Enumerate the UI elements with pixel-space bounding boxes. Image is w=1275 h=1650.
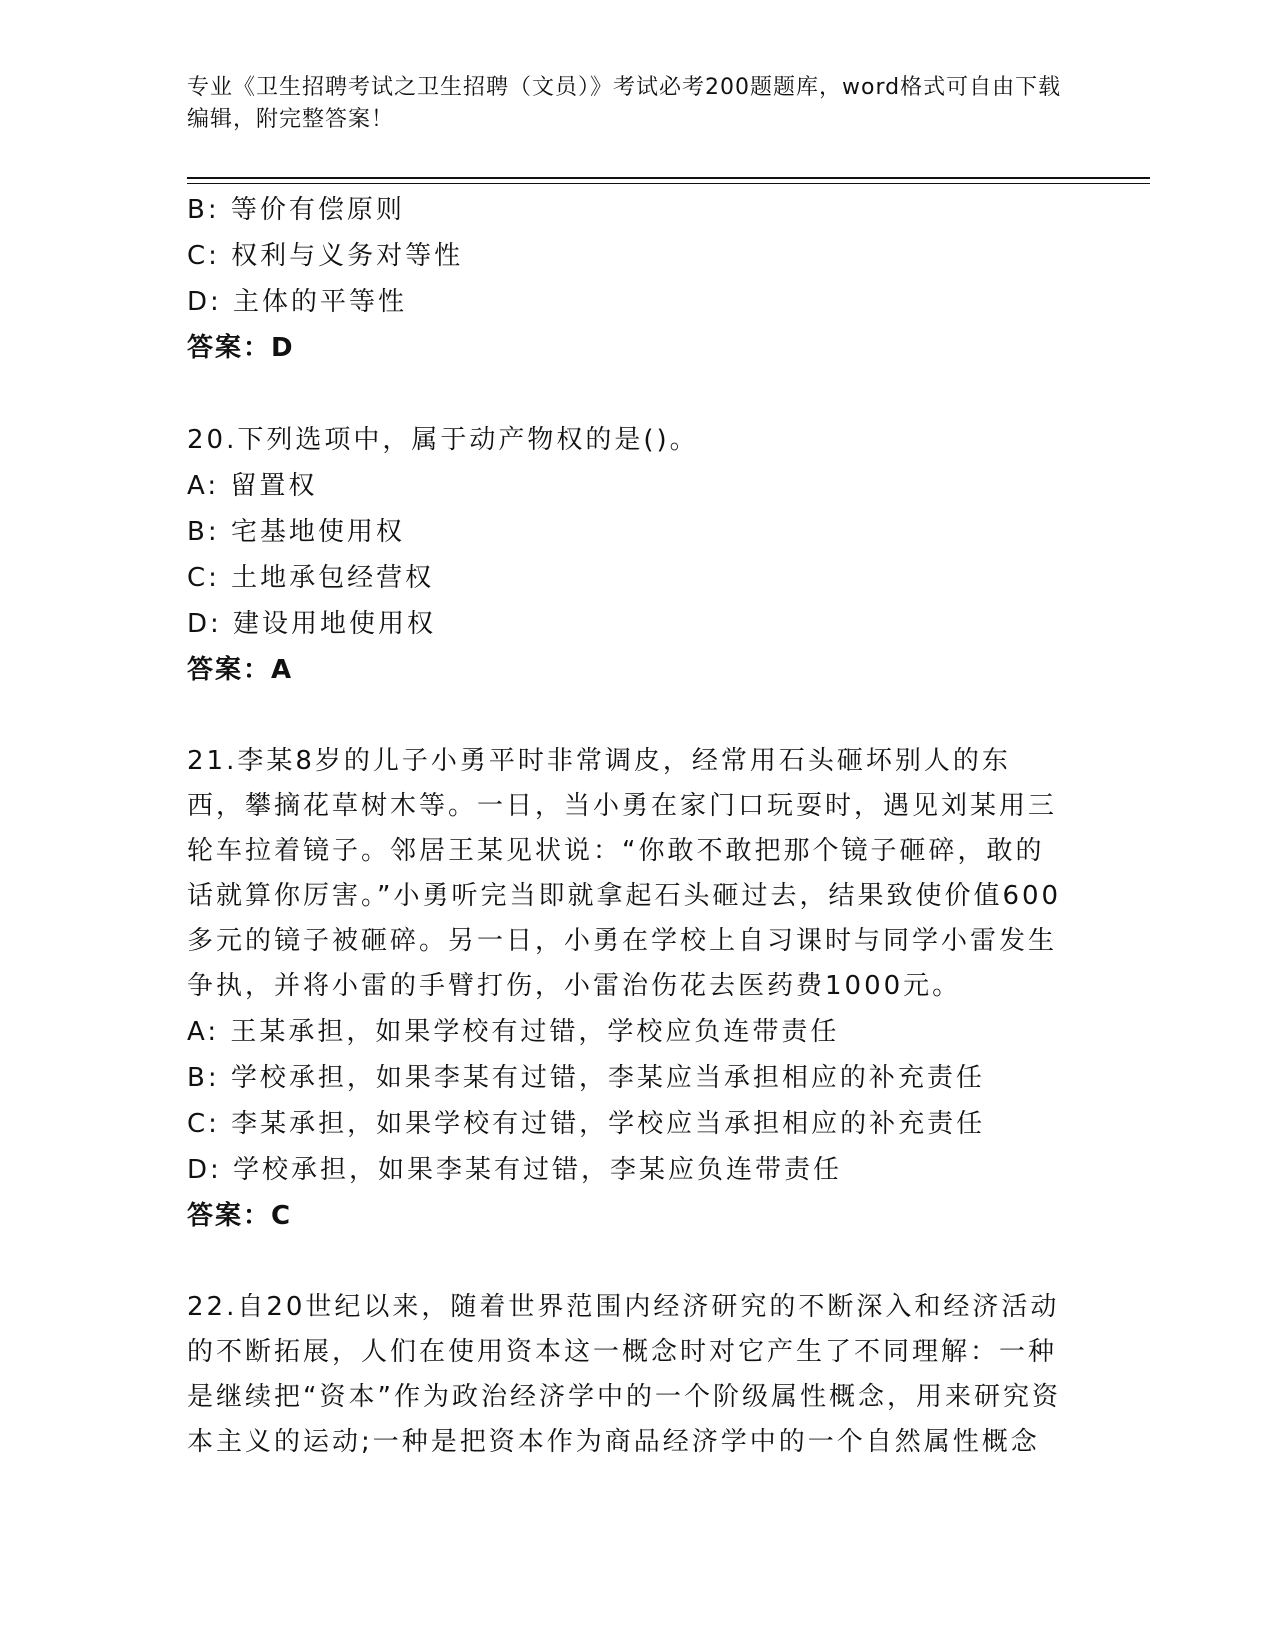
header-rule-thick bbox=[187, 177, 1150, 179]
spacer bbox=[187, 1239, 1087, 1285]
q19-option-c: C: 权利与义务对等性 bbox=[187, 241, 464, 271]
q21-option-c: C: 李某承担，如果学校有过错，学校应当承担相应的补充责任 bbox=[187, 1109, 986, 1139]
question-19-block bbox=[187, 187, 1087, 371]
question-22-block bbox=[187, 1285, 1087, 1465]
q19-answer: 答案：D bbox=[187, 333, 295, 363]
q19-option-b: B: 等价有偿原则 bbox=[187, 195, 405, 225]
q21-answer: 答案：C bbox=[187, 1201, 293, 1231]
spacer bbox=[187, 693, 1087, 739]
q20-option-b: B: 宅基地使用权 bbox=[187, 517, 405, 547]
q21-option-b: B: 学校承担，如果李某有过错，李某应当承担相应的补充责任 bbox=[187, 1063, 985, 1093]
q21-question: 21.李某8岁的儿子小勇平时非常调皮，经常用石头砸坏别人的东西，攀摘花草树木等。一日，当小勇在家门口玩耍时，遇见刘某用三轮车拉着镜子。邻居王某见状说：“你敢不敢把那个镜子砸碎，敢的话就算你厉害。”小勇听完当即就拿起石头砸过去，结果致使价值600多元的镜子被砸碎。另一日，小勇在学校上自习课时与同学小雷发生争执，并将小雷的手臂打伤，小雷治伤花去医药费1000元。 bbox=[187, 746, 1062, 1001]
q19-option-d: D: 主体的平等性 bbox=[187, 287, 408, 317]
q22-question: 22.自20世纪以来，随着世界范围内经济研究的不断深入和经济活动的不断拓展，人们在使用资本这一概念时对它产生了不同理解：一种是继续把“资本”作为政治经济学中的一个阶级属性概念，用来研究资本主义的运动;一种是把资本作为商品经济学中的一个自然属性概念 bbox=[187, 1292, 1061, 1457]
q20-option-d: D: 建设用地使用权 bbox=[187, 609, 437, 639]
spacer bbox=[187, 371, 1087, 417]
document-header: 专业《卫生招聘考试之卫生招聘（文员）》考试必考200题题库，word格式可自由下载编辑，附完整答案！ bbox=[187, 75, 1062, 132]
document-body bbox=[187, 187, 1087, 1465]
q20-question: 20.下列选项中，属于动产物权的是()。 bbox=[187, 425, 699, 455]
q20-option-c: C: 土地承包经营权 bbox=[187, 563, 435, 593]
header-rule-thin bbox=[187, 183, 1150, 184]
question-21-block bbox=[187, 739, 1087, 1239]
question-20-block bbox=[187, 417, 1087, 693]
q20-answer: 答案：A bbox=[187, 655, 294, 685]
q20-option-a: A: 留置权 bbox=[187, 471, 318, 501]
q21-option-a: A: 王某承担，如果学校有过错，学校应负连带责任 bbox=[187, 1017, 840, 1047]
q21-option-d: D: 学校承担，如果李某有过错，李某应负连带责任 bbox=[187, 1155, 843, 1185]
